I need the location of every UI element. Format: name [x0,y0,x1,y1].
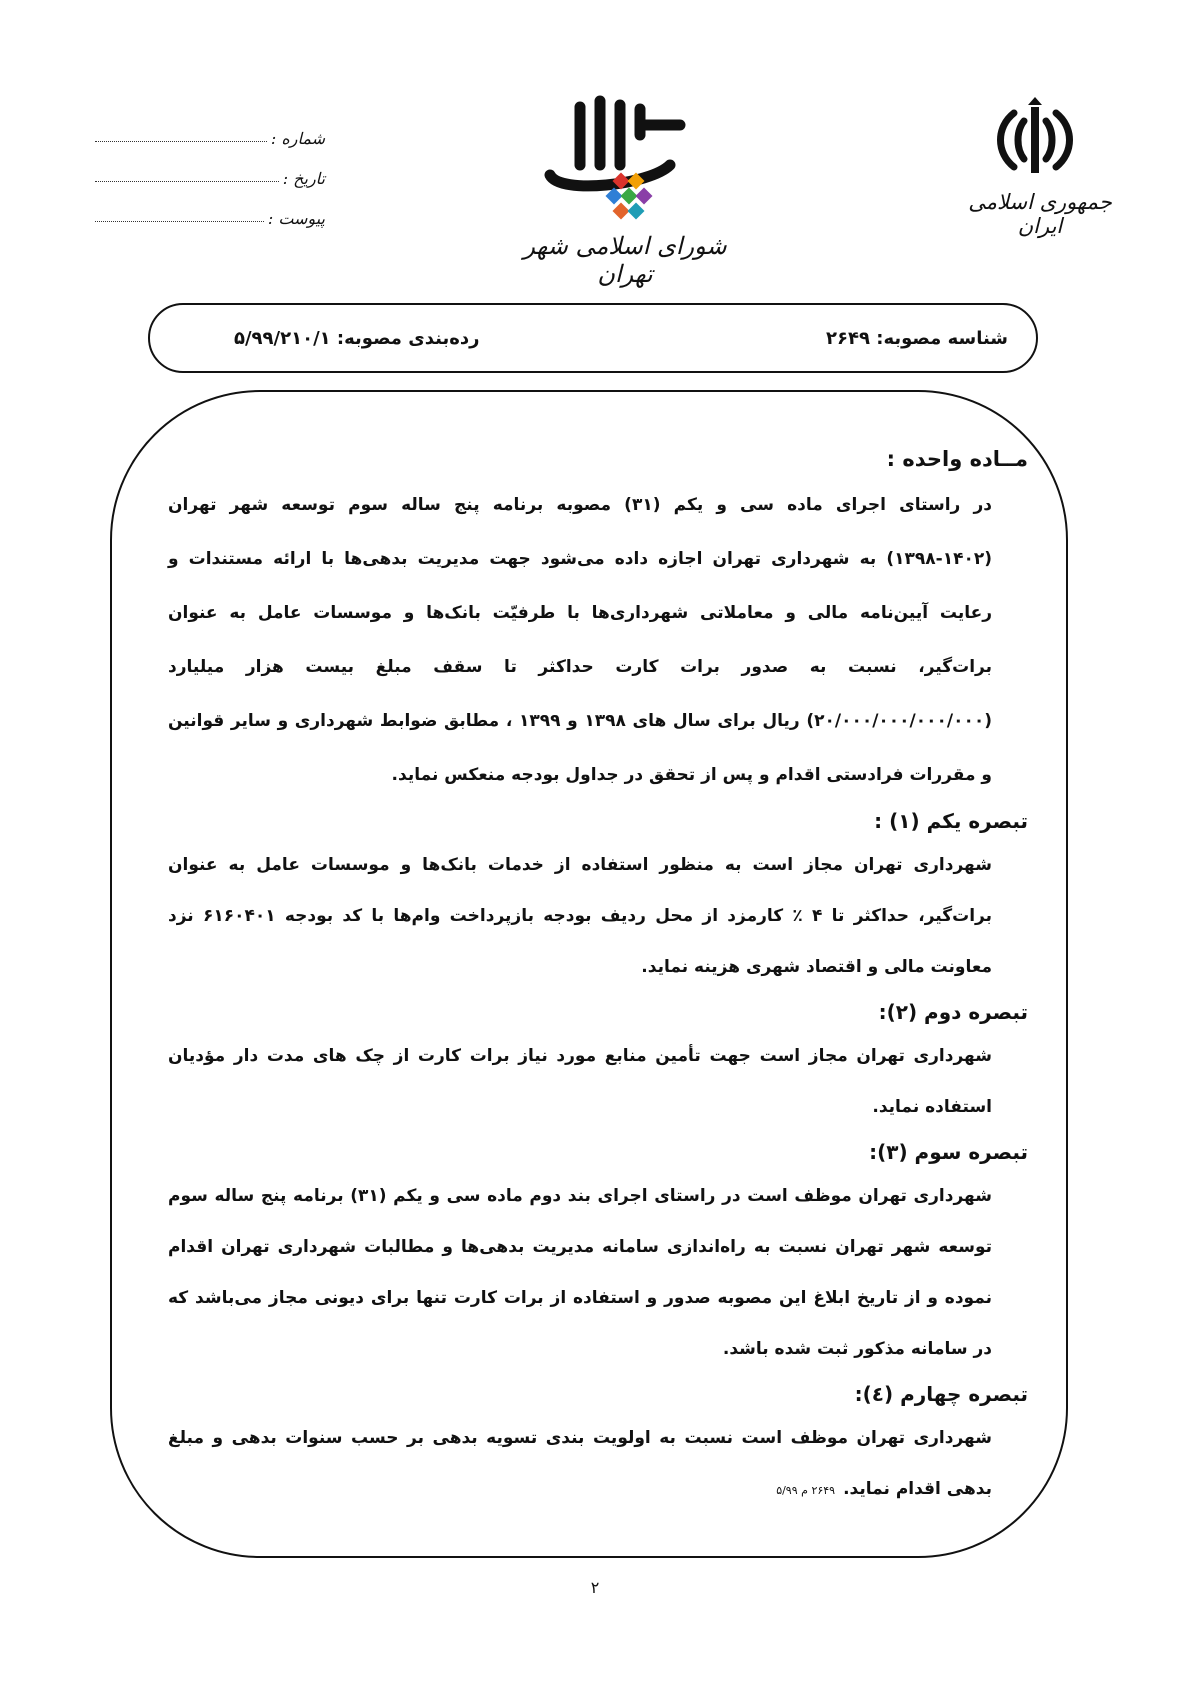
meta-date [95,148,325,188]
note4-text: شهرداری تهران موظف است نسبت به اولویت بندی تسویه بدهی بر حسب سنوات بدهی و مبلغ بدهی اقدام نماید. [168,1428,992,1499]
approval-id-box [148,303,1038,373]
note4-paragraph [168,1413,1028,1516]
note2-text: شهرداری تهران مجاز است جهت تأمین منابع مورد نیاز برات کارت از چک های مدت دار مؤدیان استفاده نماید. [168,1046,992,1117]
note1-text: شهرداری تهران مجاز است به منظور استفاده از خدمات بانک‌ها و موسسات عامل به عنوان برات‌گیر، حداکثر تا ۴ ٪ کارمزد از محل ردیف بودجه بازپرداخت وام‌ها با کد بودجه ۶۱۶۰۴۰۱ نزد معاونت مالی و اقتصاد شهری هزینه نماید. [168,855,992,977]
approval-id: شناسه مصوبه: ۲۶۴۹ [826,327,1008,349]
emblem-caption: جمهوری اسلامی ایران [968,190,1112,238]
document-body [168,440,1028,1516]
note2-heading: تبصره دوم (۲): [878,1000,1028,1024]
council-logo-icon [520,95,720,230]
iran-emblem [980,95,1090,265]
meta-attachment-line [95,220,264,222]
meta-number-line [95,140,267,142]
note1-heading: تبصره یکم (۱) : [874,809,1028,833]
meta-number [95,108,325,148]
meta-attachment [95,188,325,228]
emblem-icon [990,95,1080,185]
meta-date-label: تاریخ : [282,169,325,188]
meta-attachment-label: پیوست : [267,209,325,228]
meta-number-label: شماره : [270,129,325,148]
main-article-heading: مــاده واحده : [886,447,1028,471]
main-article-text: در راستای اجرای ماده سی و یکم (۳۱) مصوبه برنامه پنج ساله سوم توسعه شهر تهران (۱۴۰۲-۱۳۹۸) به شهرداری تهران اجازه داده می‌شود جهت مدیریت بدهی‌ها با ارائه مستندات و رعایت آیین‌نامه مالی و معاملاتی شهرداری‌ها با طرفیّت بانک‌ها و موسسات عامل به عنوان برات‌گیر، نسبت به صدور برات کارت حداکثر تا سقف مبلغ بیست هزار میلیارد (۲۰/۰۰۰/۰۰۰/۰۰۰/۰۰۰) ریال برای سال های ۱۳۹۸ و ۱۳۹۹ ، مطابق ضوابط شهرداری و سایر قوانین و مقررات فرادستی اقدام و پس از تحقق در جداول بودجه منعکس نماید. [168,495,992,785]
letter-meta [95,108,325,228]
note4-reference: ۲۶۴۹ م ۵/۹۹ [776,1484,836,1497]
approval-classification: رده‌بندی مصوبه: ۵/۹۹/۲۱۰/۱ [234,327,480,349]
council-caption: شورای اسلامی شهر تهران [523,232,727,288]
meta-date-line [95,180,279,182]
note3-text: شهرداری تهران موظف است در راستای اجرای بند دوم ماده سی و یکم (۳۱) برنامه پنج ساله سوم توسعه شهر تهران نسبت به راه‌اندازی سامانه مدیریت بدهی‌ها و مطالبات شهرداری تهران اقدام نموده و از تاریخ ابلاغ این مصوبه صدور و استفاده از برات کارت تنها برای دیونی مجاز می‌باشد که در سامانه مذکور ثبت شده باشد. [168,1186,992,1359]
page-number: ۲ [590,1578,600,1597]
note4-heading: تبصره چهارم (٤): [854,1382,1028,1406]
note3-heading: تبصره سوم (۳): [869,1140,1028,1164]
